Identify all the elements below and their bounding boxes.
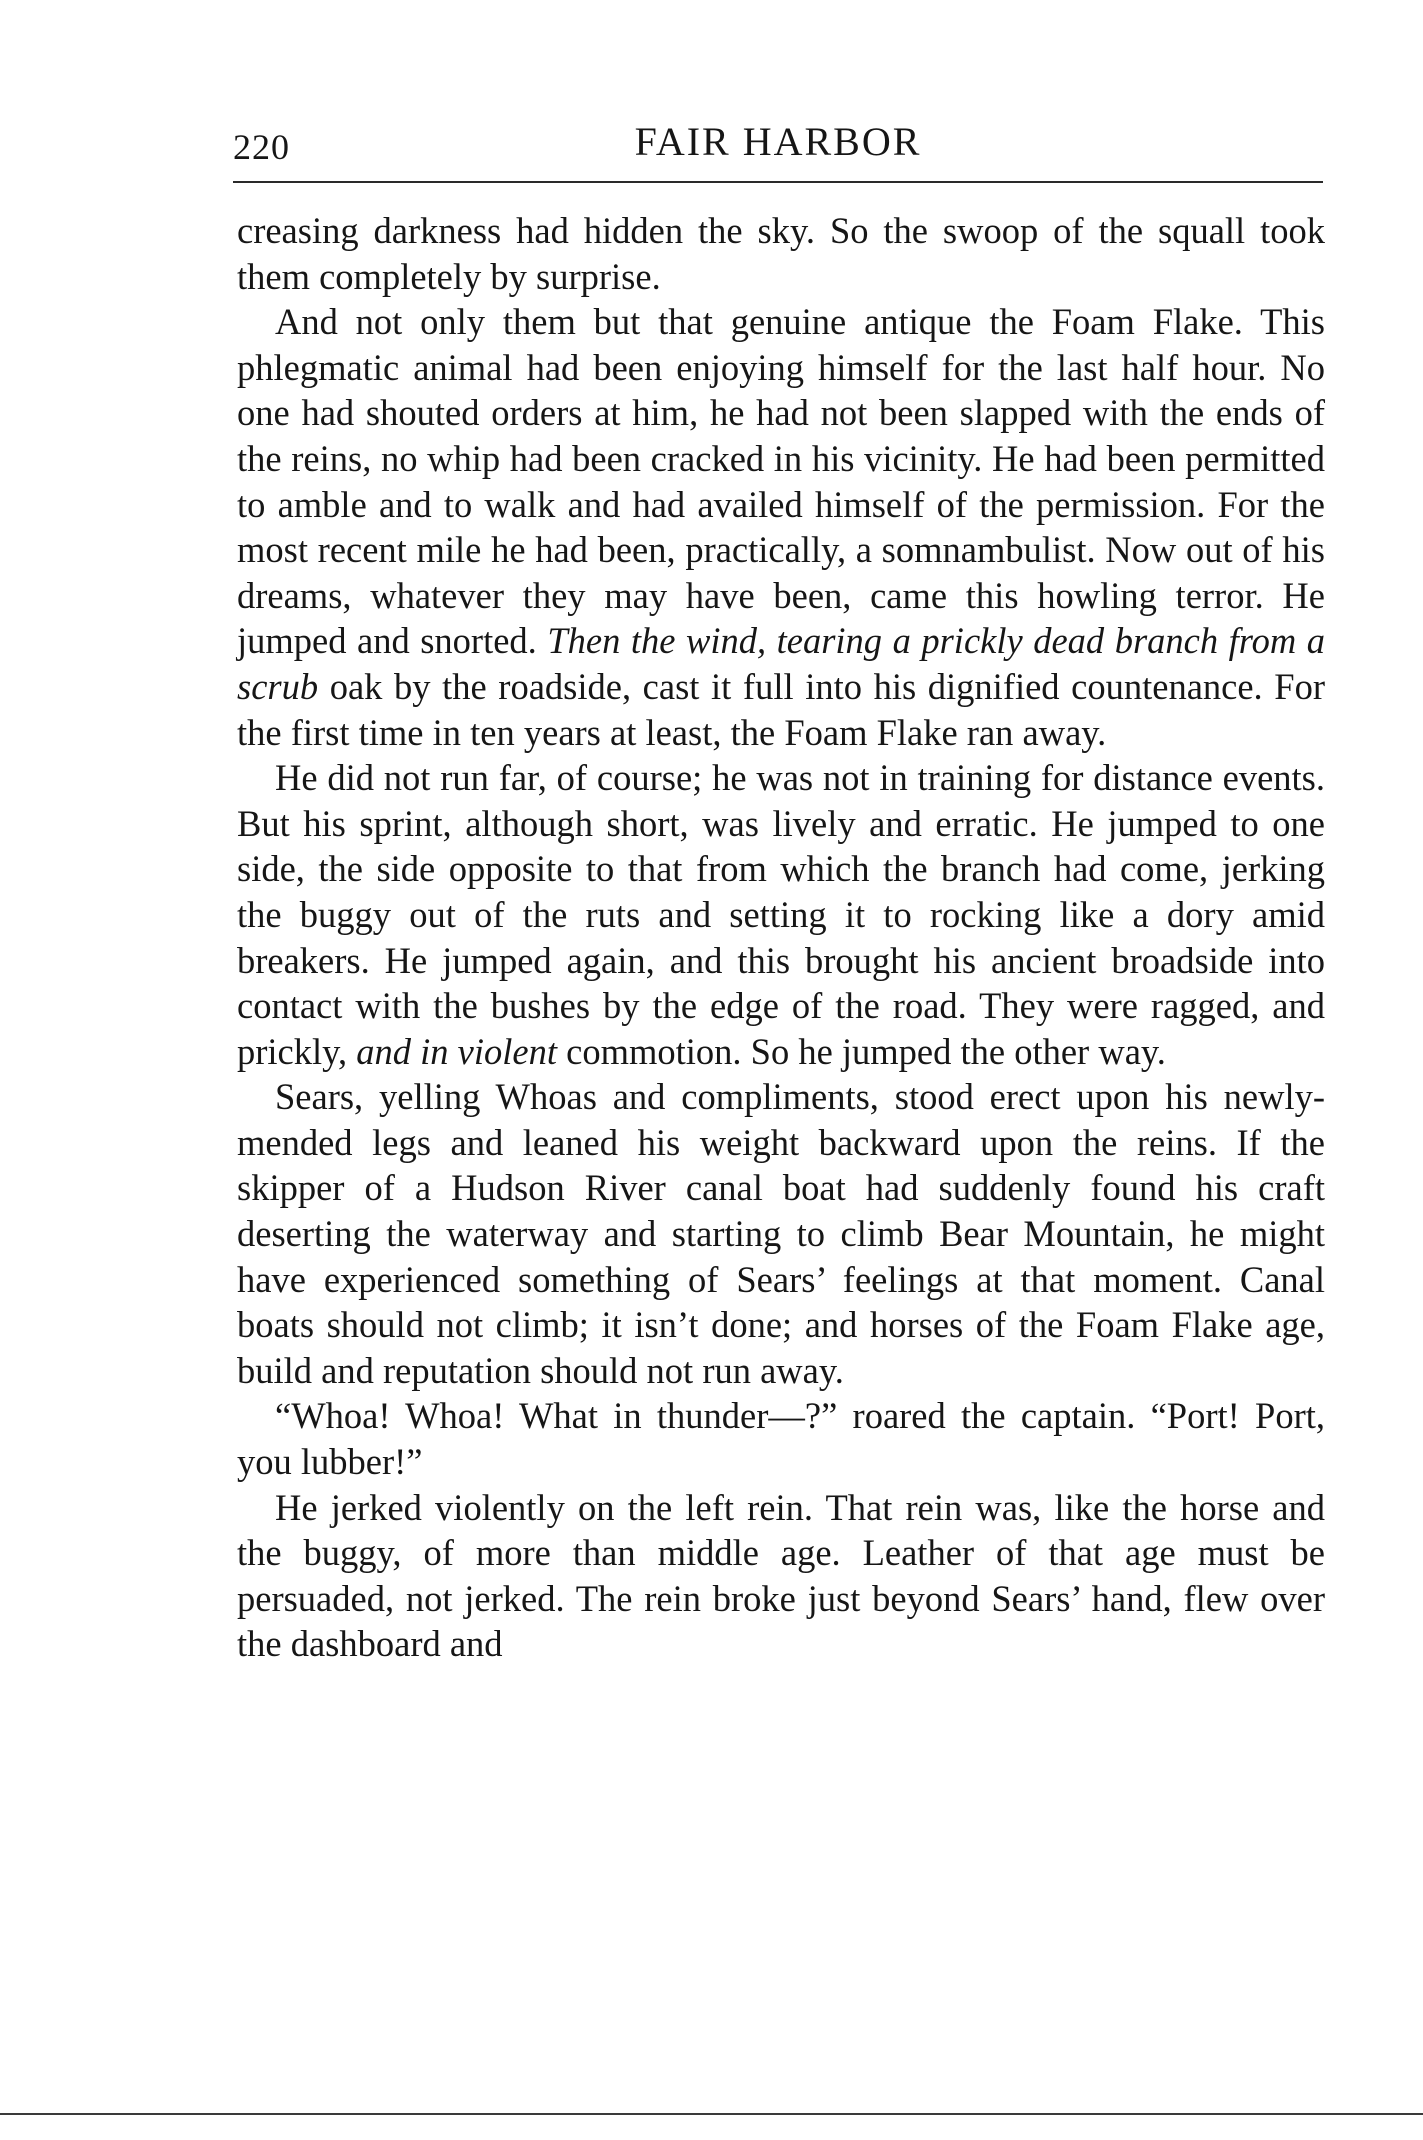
- text-run: He jerked violently on the left rein. That rein was, like the horse and the buggy, of more than middle age. Leather of that age must be persuaded, not jerked. The rein broke just beyond Sears’ hand, flew over the dashboard and: [237, 1486, 1325, 1665]
- paragraph: [237, 1485, 1325, 1667]
- paragraph: [237, 299, 1325, 755]
- paragraph: [237, 1393, 1325, 1484]
- text-run: He did not run far, of course; he was not in training for distance events. But his sprint, although short, was lively and erratic. He jumped to one side, the side opposite to that from which the branch had come, jerking the buggy out of the ruts and setting it to rocking like a dory amid breakers. He jumped again, and this brought his ancient broadside into contact with the bushes by the edge of the road. They were ragged, and prickly,: [237, 757, 1325, 1072]
- text-run: oak by the roadside, cast it full into his dignified countenance. For the first time in ten years at least, the Foam Flake ran away.: [237, 665, 1325, 753]
- text-run: creasing darkness had hidden the sky. So the swoop of the squall took them completely by surprise.: [237, 210, 1325, 297]
- header-rule: [233, 181, 1323, 183]
- text-run: Sears, yelling Whoas and compliments, stood erect upon his newly-mended legs and leaned his weight backward upon the reins. If the skipper of a Hudson River canal boat had suddenly found his craft deserting the waterway and starting to climb Bear Mountain, he might have experienced something of Sears’ feelings at that moment. Canal boats should not climb; it isn’t done; and horses of the Foam Flake age, build and reputation should not run away.: [237, 1076, 1325, 1391]
- paragraph: [237, 755, 1325, 1074]
- text-run: And not only them but that genuine antique the Foam Flake. This phlegmatic animal had been enjoying himself for the last half hour. No one had shouted orders at him, he had not been slapped with the ends of the reins, no whip had been cracked in his vicinity. He had been permitted to amble and to walk and had availed himself of the permission. For the most recent mile he had been, practically, a somnambulist. Now out of his dreams, whatever they may have been, came this howling terror. He jumped and snorted.: [237, 301, 1325, 662]
- paragraph: [237, 208, 1325, 299]
- page-number: 220: [233, 127, 290, 167]
- paragraph: [237, 1074, 1325, 1393]
- italic-text-run: Then the wind, tearing a prickly dead branch from a scrub: [237, 620, 1325, 707]
- italic-text-run: and in violent: [356, 1030, 557, 1072]
- page-bottom-edge: [0, 2113, 1423, 2115]
- text-run: commotion. So he jumped the other way.: [557, 1030, 1166, 1072]
- page-header: [233, 118, 1323, 178]
- page-body: [237, 208, 1325, 1667]
- running-title: FAIR HARBOR: [634, 119, 922, 164]
- text-run: “Whoa! Whoa! What in thunder—?” roared the captain. “Port! Port, you lubber!”: [237, 1395, 1325, 1483]
